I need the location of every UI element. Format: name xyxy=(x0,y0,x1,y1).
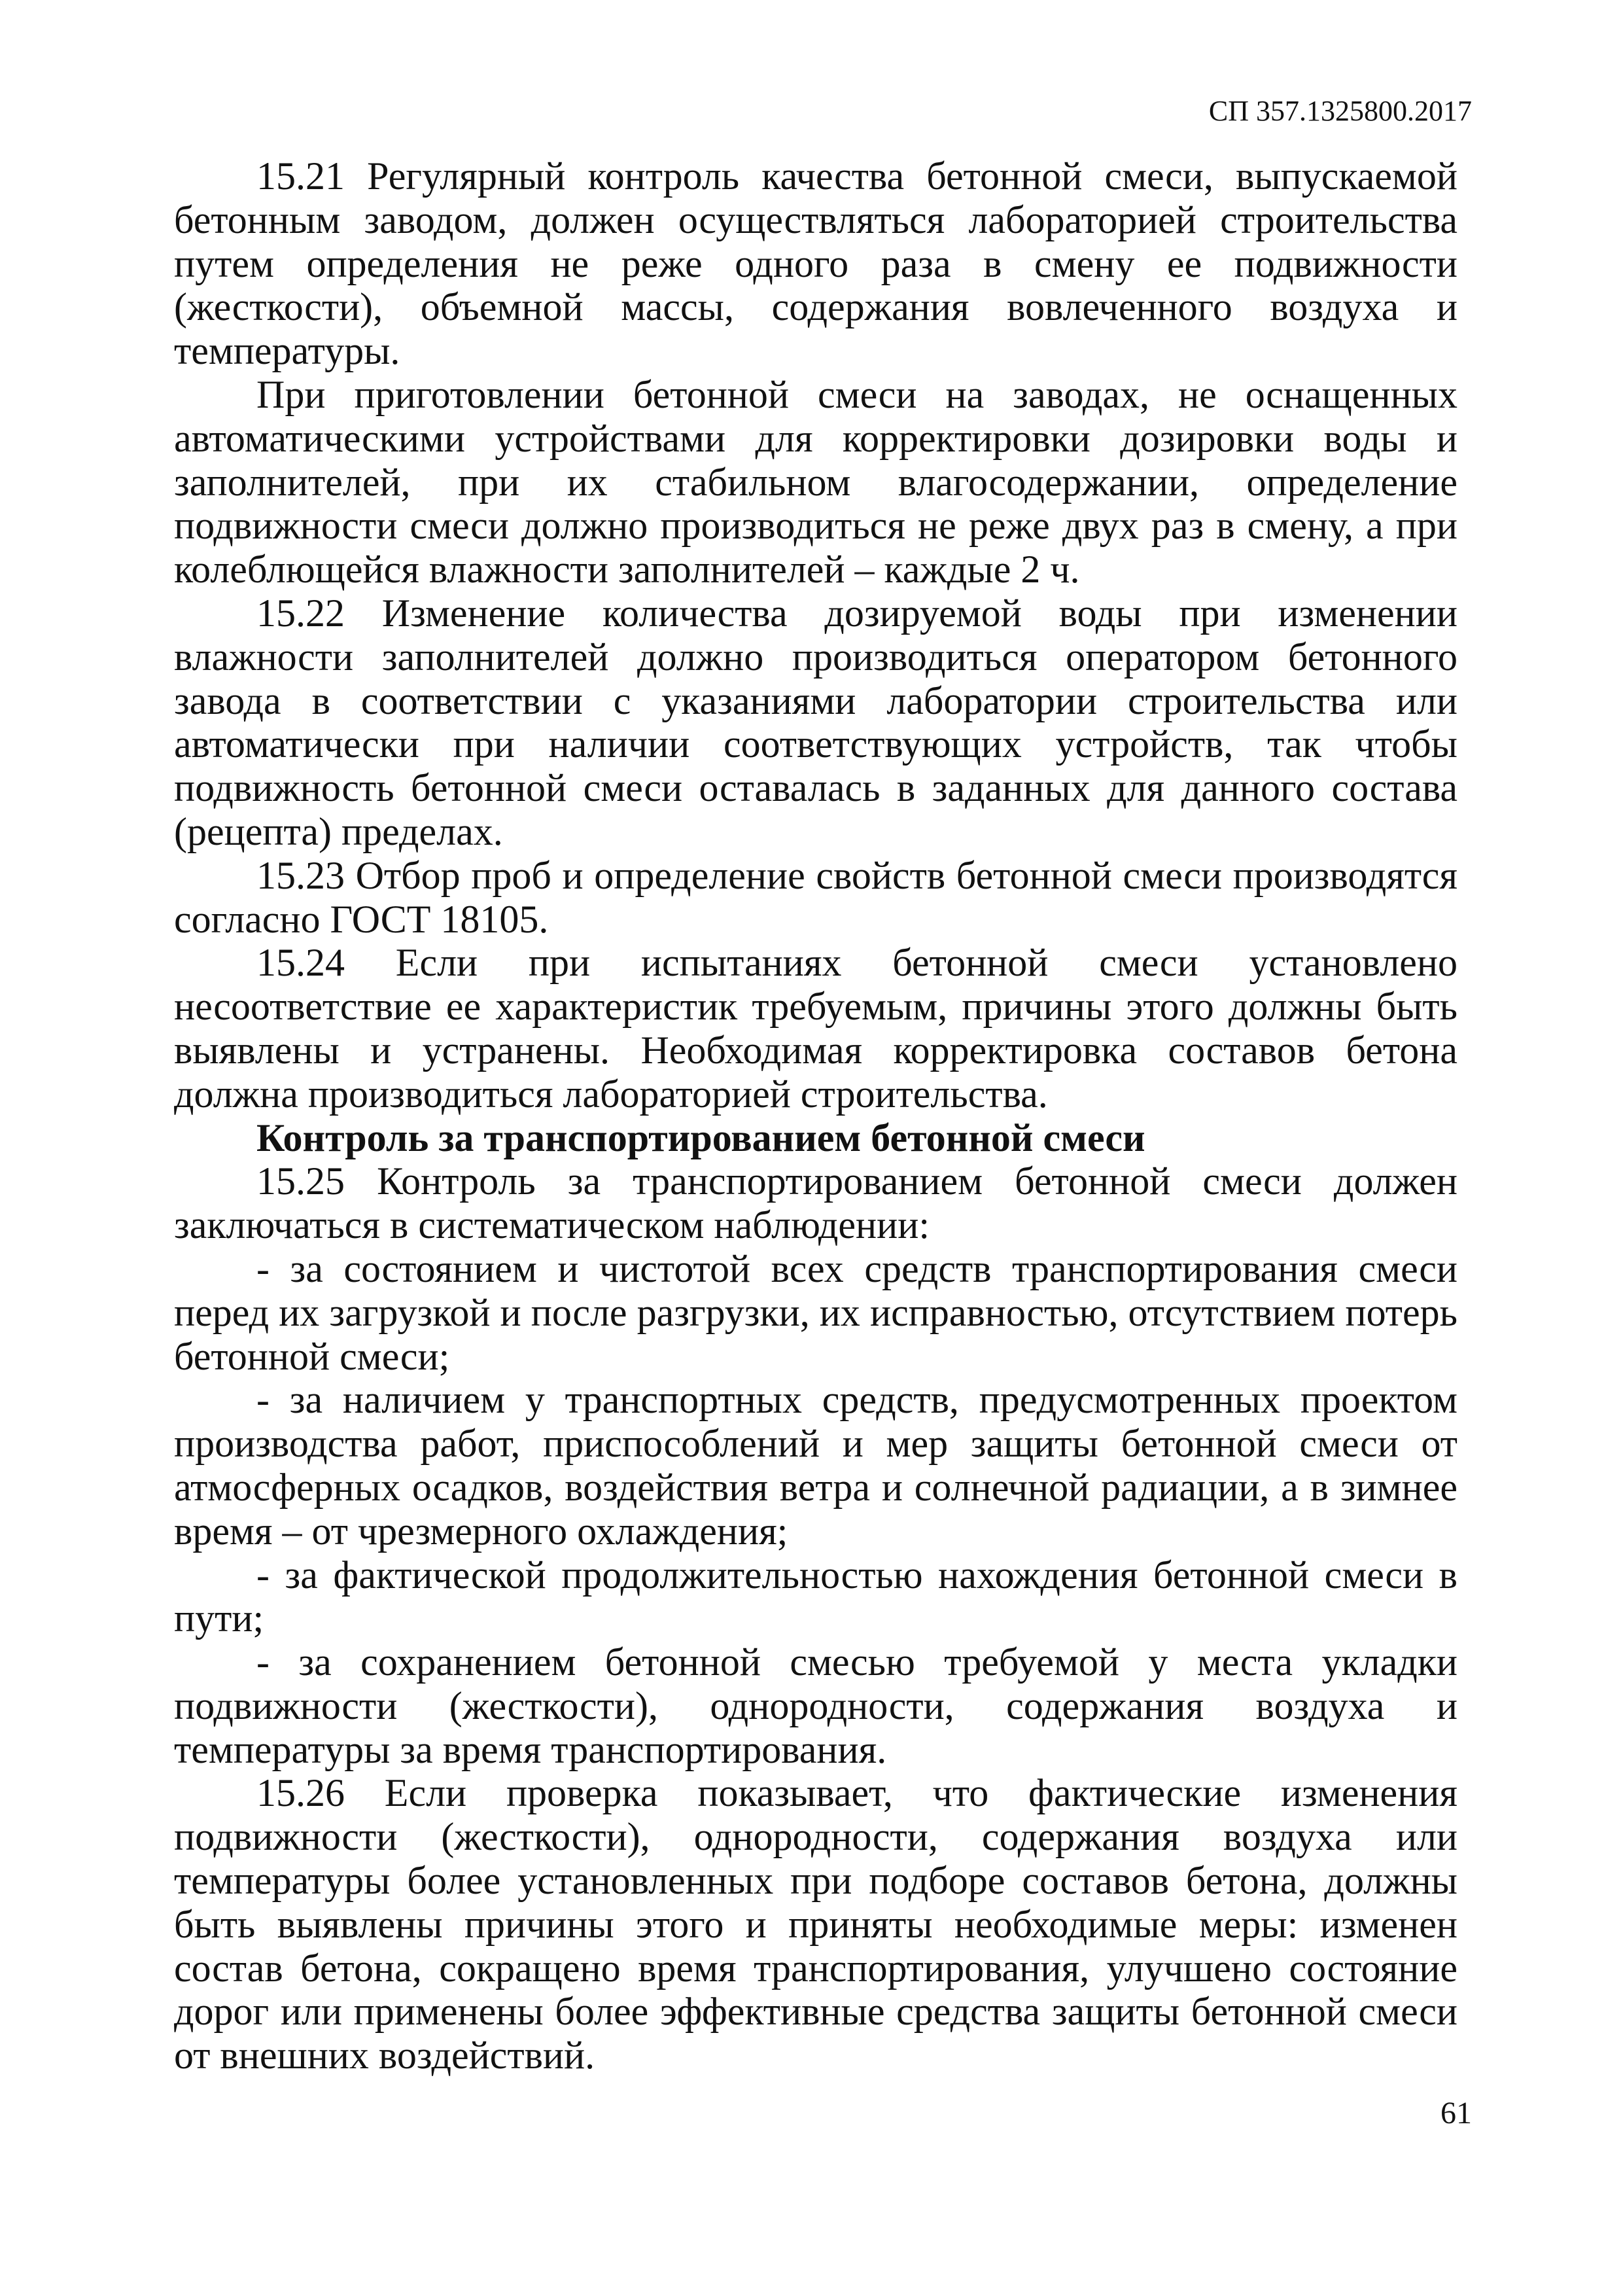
paragraph-15-21-continued: При приготовлении бетонной смеси на заводах, не оснащенных автоматическими устройствами для корректировки дозировки воды и заполнителей, при их стабильном влагосодержании, определение подвижности смеси должно производиться не реже двух раз в смену, а при колеблющейся влажности заполнителей – каждые 2 ч. xyxy=(174,372,1457,592)
list-item: - за наличием у транспортных средств, предусмотренных проектом производства работ, приспособлений и мер защиты бетонной смеси от атмосферных осадков, воздействия ветра и солнечной радиации, а в зимнее время – от чрезмерного охлаждения; xyxy=(174,1378,1457,1553)
paragraph-15-26: 15.26 Если проверка показывает, что фактические изменения подвижности (жесткости), однородности, содержания воздуха или температуры более установленных при подборе составов бетона, должны быть выявлены причины этого и приняты необходимые меры: изменен состав бетона, сокращено время транспортирования, улучшено состояние дорог или применены более эффективные средства защиты бетонной смеси от внешних воздействий. xyxy=(174,1771,1457,2077)
paragraph-15-25: 15.25 Контроль за транспортированием бетонной смеси должен заключаться в систематическом наблюдении: xyxy=(174,1159,1457,1247)
document-code: СП 357.1325800.2017 xyxy=(1208,95,1472,127)
paragraph-15-22: 15.22 Изменение количества дозируемой воды при изменении влажности заполнителей должно производиться оператором бетонного завода в соответствии с указаниями лаборатории строительства или автоматически при наличии соответствующих устройств, так чтобы подвижность бетонной смеси оставалась в заданных для данного состава (рецепта) пределах. xyxy=(174,591,1457,853)
section-heading: Контроль за транспортированием бетонной смеси xyxy=(256,1116,1145,1159)
paragraph-15-21: 15.21 Регулярный контроль качества бетонной смеси, выпускаемой бетонным заводом, должен осуществляться лабораторией строительства путем определения не реже одного раза в смену ее подвижности (жесткости), объемной массы, содержания вовлеченного воздуха и температуры. xyxy=(174,154,1457,373)
document-body xyxy=(174,154,1457,2077)
list-item: - за состоянием и чистотой всех средств транспортирования смеси перед их загрузкой и после разгрузки, их исправностью, отсутствием потерь бетонной смеси; xyxy=(174,1246,1457,1378)
list-item: - за фактической продолжительностью нахождения бетонной смеси в пути; xyxy=(174,1553,1457,1640)
paragraph-15-24: 15.24 Если при испытаниях бетонной смеси установлено несоответствие ее характеристик требуемым, причины этого должны быть выявлены и устранены. Необходимая корректировка составов бетона должна производиться лабораторией строительства. xyxy=(174,941,1457,1116)
paragraph-15-23: 15.23 Отбор проб и определение свойств бетонной смеси производятся согласно ГОСТ 18105. xyxy=(174,853,1457,941)
list-item: - за сохранением бетонной смесью требуемой у места укладки подвижности (жесткости), однородности, содержания воздуха и температуры за время транспортирования. xyxy=(174,1640,1457,1771)
page-number: 61 xyxy=(1440,2096,1472,2130)
